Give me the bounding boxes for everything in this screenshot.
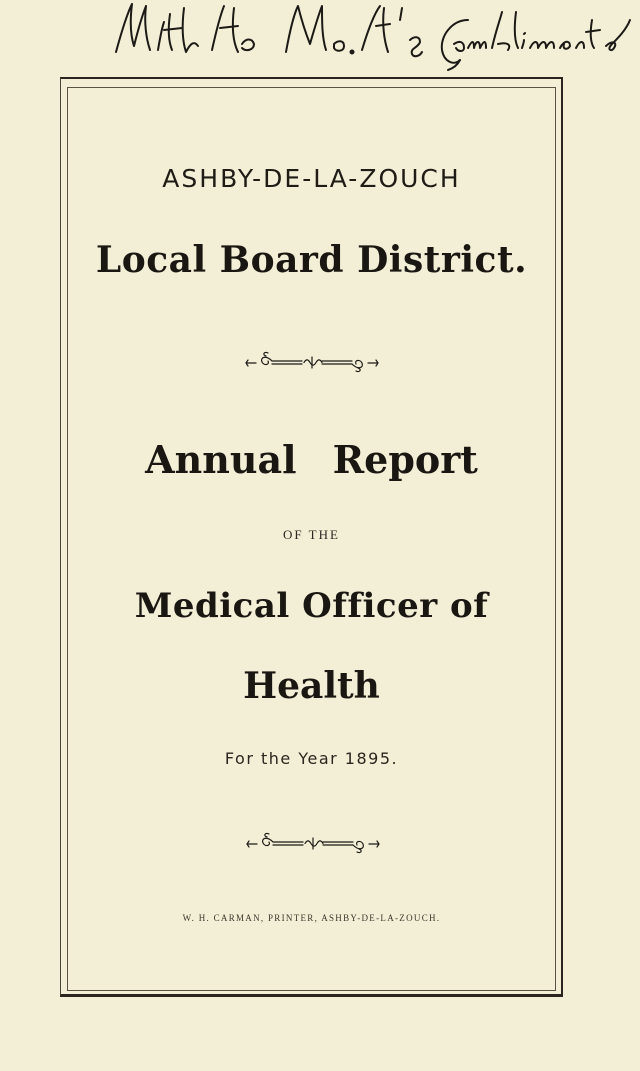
- place-name: ASHBY-DE-LA-ZOUCH: [162, 164, 461, 193]
- printer-imprint: W. H. CARMAN, PRINTER, ASHBY-DE-LA-ZOUCH.: [182, 913, 441, 923]
- officer-title: Medical Officer of: [134, 586, 489, 626]
- health-title: Health: [243, 665, 380, 707]
- of-the-label: OF THE: [283, 527, 340, 542]
- authority-title: Local Board District.: [95, 239, 528, 281]
- handwritten-inscription-drawing: [108, 0, 638, 72]
- report-title: [60, 436, 563, 484]
- report-year: For the Year 1895.: [224, 749, 399, 768]
- report-title-word-annual: Annual: [145, 437, 297, 482]
- scroll-ornament-icon: [243, 828, 383, 858]
- handwritten-inscription: [108, 0, 638, 72]
- scroll-ornament-icon: [242, 347, 382, 377]
- report-title-word-report: Report: [332, 437, 478, 482]
